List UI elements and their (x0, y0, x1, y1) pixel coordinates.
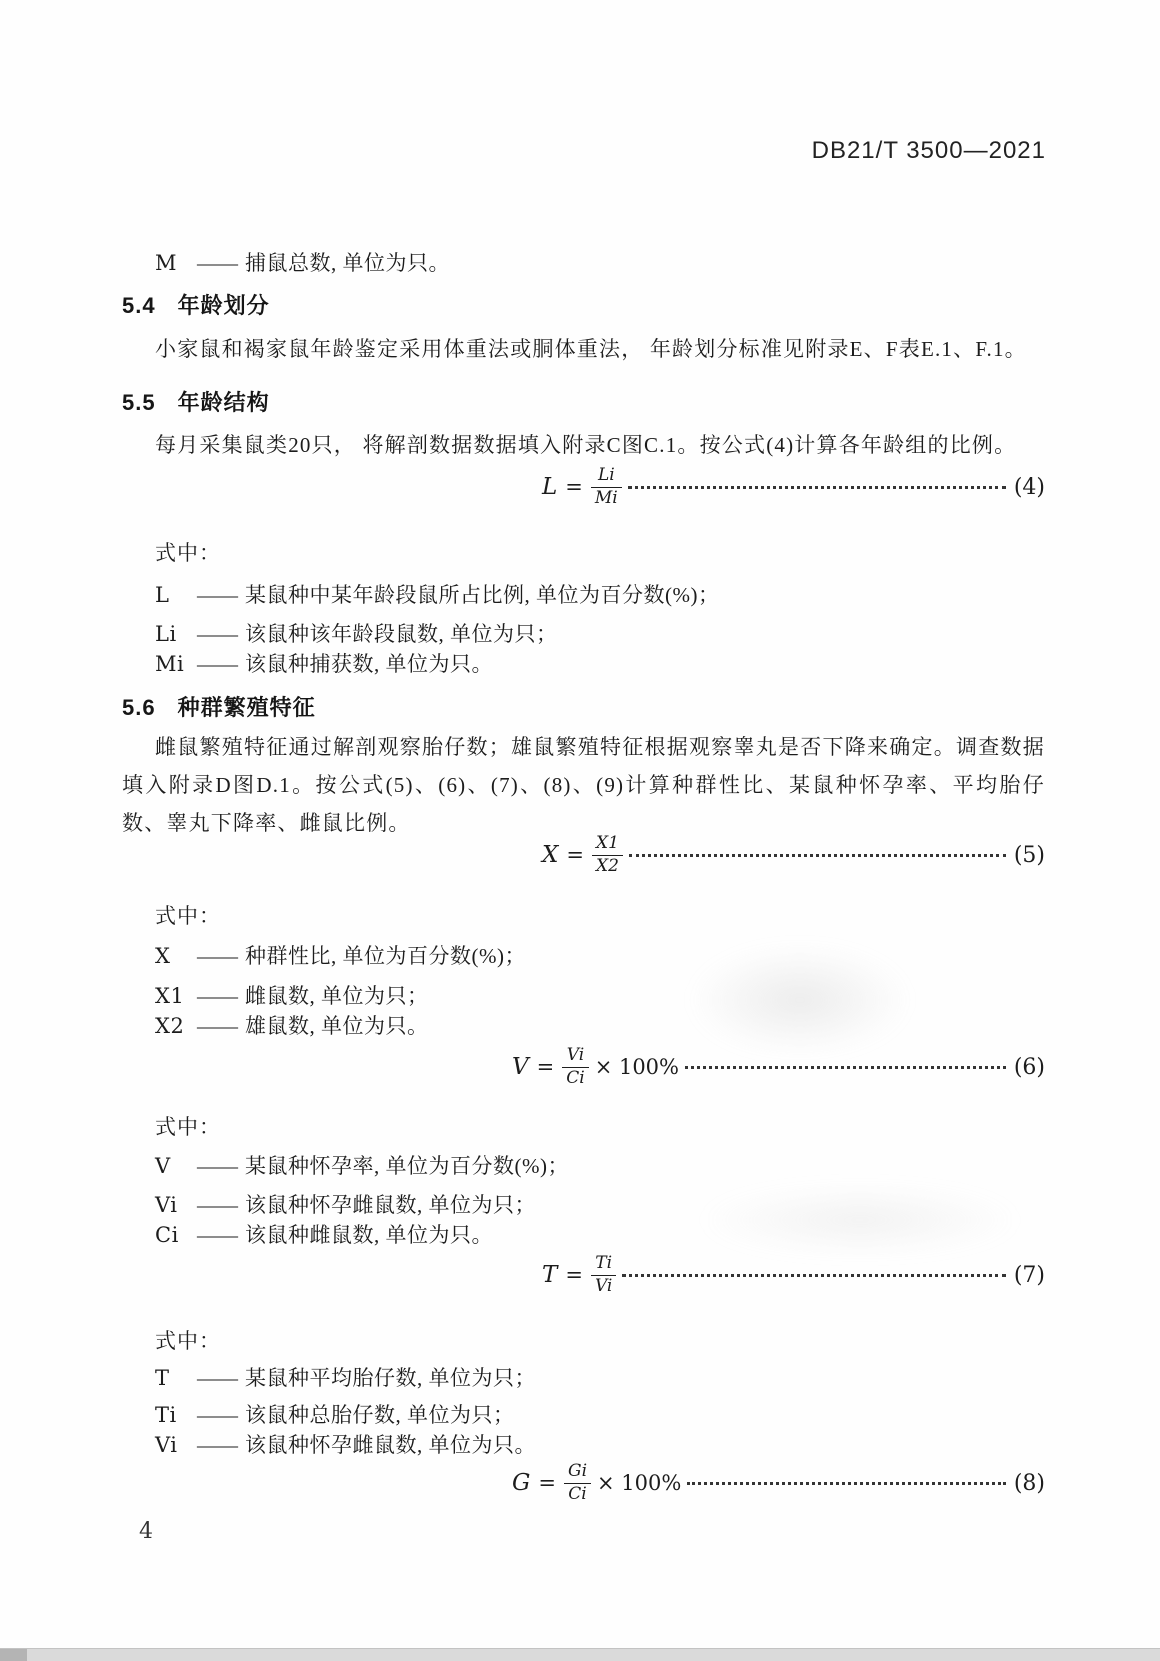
term-text: 该鼠种该年龄段鼠数, 单位为只； (245, 622, 558, 646)
where-label: 式中： (155, 904, 221, 928)
formula-lhs: G (512, 1470, 531, 1496)
definition-dash: —— (197, 984, 237, 1008)
equation-number: (6) (1013, 1054, 1045, 1080)
formula-8-math (512, 1461, 681, 1505)
fraction-denominator: X2 (592, 855, 623, 877)
where-label: 式中： (155, 1115, 221, 1139)
formula-lhs: V (512, 1054, 529, 1080)
definition-dash: —— (197, 251, 237, 275)
equals-sign: = (565, 475, 583, 499)
term-symbol: T (155, 1366, 170, 1390)
term-text: 该鼠种总胎仔数, 单位为只； (245, 1403, 515, 1427)
document-number-header: DB21/T 3500—2021 (811, 137, 1046, 164)
term-symbol: X1 (155, 984, 185, 1008)
definition-dash: —— (197, 944, 237, 968)
section-number: 5.6 (122, 695, 156, 720)
formula-lhs: X (542, 842, 559, 868)
equation-number: (8) (1013, 1470, 1045, 1496)
section-number: 5.5 (122, 390, 156, 415)
formula-8 (122, 1452, 1045, 1514)
equation-number: (5) (1013, 842, 1045, 868)
term-definition-m (155, 250, 1045, 276)
term-text: 该鼠种怀孕雌鼠数, 单位为只。 (245, 1433, 536, 1457)
fraction-numerator: Ti (595, 1253, 613, 1274)
definition-dash: —— (197, 583, 237, 607)
term-definition (155, 1365, 1045, 1391)
term-text: 该鼠种捕获数, 单位为只。 (245, 652, 493, 676)
term-text: 种群性比, 单位为百分数(%)； (245, 944, 526, 968)
term-definition (155, 582, 1045, 608)
fraction-denominator: Ci (564, 1483, 590, 1505)
section-title: 年龄结构 (177, 390, 270, 415)
formula-7 (122, 1242, 1045, 1308)
fraction-denominator: Vi (591, 1275, 616, 1297)
dotted-leader (687, 1482, 1006, 1485)
formula-4-math (542, 465, 622, 509)
dotted-leader (628, 486, 1006, 489)
term-text: 该鼠种怀孕雌鼠数, 单位为只； (245, 1193, 536, 1217)
definition-dash: —— (197, 652, 237, 676)
equals-sign: = (536, 1055, 555, 1079)
formula-6-math (512, 1045, 679, 1089)
term-text: 某鼠种平均胎仔数, 单位为只； (245, 1366, 536, 1390)
term-definition (155, 1192, 1045, 1218)
fraction (562, 1045, 588, 1089)
fraction (591, 1253, 616, 1297)
section-heading-5-4 (122, 292, 270, 319)
formula-5 (122, 824, 1045, 886)
section-title: 种群繁殖特征 (177, 695, 316, 720)
section-number: 5.4 (122, 293, 156, 318)
term-symbol: Ti (155, 1403, 177, 1427)
term-symbol: Mi (155, 652, 185, 676)
term-symbol: Ci (155, 1223, 179, 1247)
term-symbol: M (155, 251, 178, 275)
fraction-numerator: X1 (595, 833, 619, 854)
term-text: 某鼠种怀孕率, 单位为百分数(%)； (245, 1154, 569, 1178)
term-text: 雄鼠数, 单位为只。 (245, 1014, 429, 1038)
where-label: 式中： (155, 541, 221, 565)
term-definition (155, 943, 1045, 969)
equation-number: (7) (1013, 1262, 1045, 1288)
definition-dash: —— (197, 1403, 237, 1427)
horizontal-scrollbar[interactable] (0, 1648, 1160, 1661)
fraction-numerator: Gi (567, 1461, 588, 1482)
section-5-6-paragraph: 雌鼠繁殖特征通过解剖观察胎仔数；雄鼠繁殖特征根据观察睾丸是否下降来确定。调查数据填入附录D图D.1。按公式(5)、(6)、(7)、(8)、(9)计算种群性比、某鼠种怀孕率、平均胎仔数、睾丸下降率、雌鼠比例。 (122, 735, 1045, 835)
fraction-numerator: Li (597, 465, 615, 486)
definition-dash: —— (197, 622, 237, 646)
term-symbol: V (155, 1154, 171, 1178)
section-title: 年龄划分 (177, 293, 270, 318)
term-text: 某鼠种中某年龄段鼠所占比例, 单位为百分数(%)； (245, 583, 720, 607)
scrollbar-thumb[interactable] (0, 1649, 27, 1661)
dotted-leader (622, 1274, 1005, 1277)
term-definition (155, 651, 1045, 677)
definition-dash: —— (197, 1223, 237, 1247)
formula-lhs: L (542, 474, 558, 500)
fraction-numerator: Vi (566, 1045, 585, 1066)
equals-sign: = (566, 843, 584, 867)
term-text: 该鼠种雌鼠数, 单位为只。 (245, 1223, 493, 1247)
equals-sign: = (538, 1471, 556, 1495)
formula-7-math (542, 1253, 616, 1297)
definition-dash: —— (197, 1014, 237, 1038)
definition-dash: —— (197, 1433, 237, 1457)
page-content (122, 0, 1045, 1661)
definition-dash: —— (197, 1193, 237, 1217)
fraction-denominator: Mi (591, 487, 622, 509)
formula-lhs: T (542, 1262, 558, 1288)
dotted-leader (629, 854, 1006, 857)
definition-dash: —— (197, 1154, 237, 1178)
fraction-denominator: Ci (562, 1067, 588, 1089)
term-symbol: Vi (155, 1433, 178, 1457)
formula-4 (122, 456, 1045, 518)
term-definition (155, 621, 1045, 647)
term-definition (155, 1402, 1045, 1428)
term-definition (155, 983, 1045, 1009)
term-text: 雌鼠数, 单位为只； (245, 984, 429, 1008)
term-symbol: X (155, 944, 171, 968)
term-symbol: Li (155, 622, 177, 646)
fraction (591, 465, 622, 509)
term-symbol: X2 (155, 1014, 185, 1038)
term-symbol: L (155, 583, 170, 607)
section-heading-5-6 (122, 694, 316, 721)
equals-sign: = (565, 1263, 583, 1287)
multiplier: × 100% (597, 1471, 682, 1495)
term-definition (155, 1153, 1045, 1179)
page-number: 4 (139, 1519, 153, 1544)
dotted-leader (685, 1066, 1006, 1069)
multiplier: × 100% (594, 1055, 679, 1079)
where-label: 式中： (155, 1329, 221, 1353)
definition-dash: —— (197, 1366, 237, 1390)
section-heading-5-5 (122, 389, 270, 416)
formula-6 (122, 1036, 1045, 1098)
equation-number: (4) (1013, 474, 1045, 500)
section-5-4-paragraph: 小家鼠和褐家鼠年龄鉴定采用体重法或胴体重法， 年龄划分标准见附录E、F表E.1、F.1。 (155, 337, 1027, 361)
formula-5-math (542, 833, 623, 877)
section-5-5-paragraph: 每月采集鼠类20只， 将解剖数据数据填入附录C图C.1。按公式(4)计算各年龄组的比例。 (155, 433, 1017, 457)
term-symbol: Vi (155, 1193, 178, 1217)
fraction (592, 833, 623, 877)
term-text: 捕鼠总数, 单位为只。 (245, 251, 450, 275)
fraction (564, 1461, 591, 1505)
